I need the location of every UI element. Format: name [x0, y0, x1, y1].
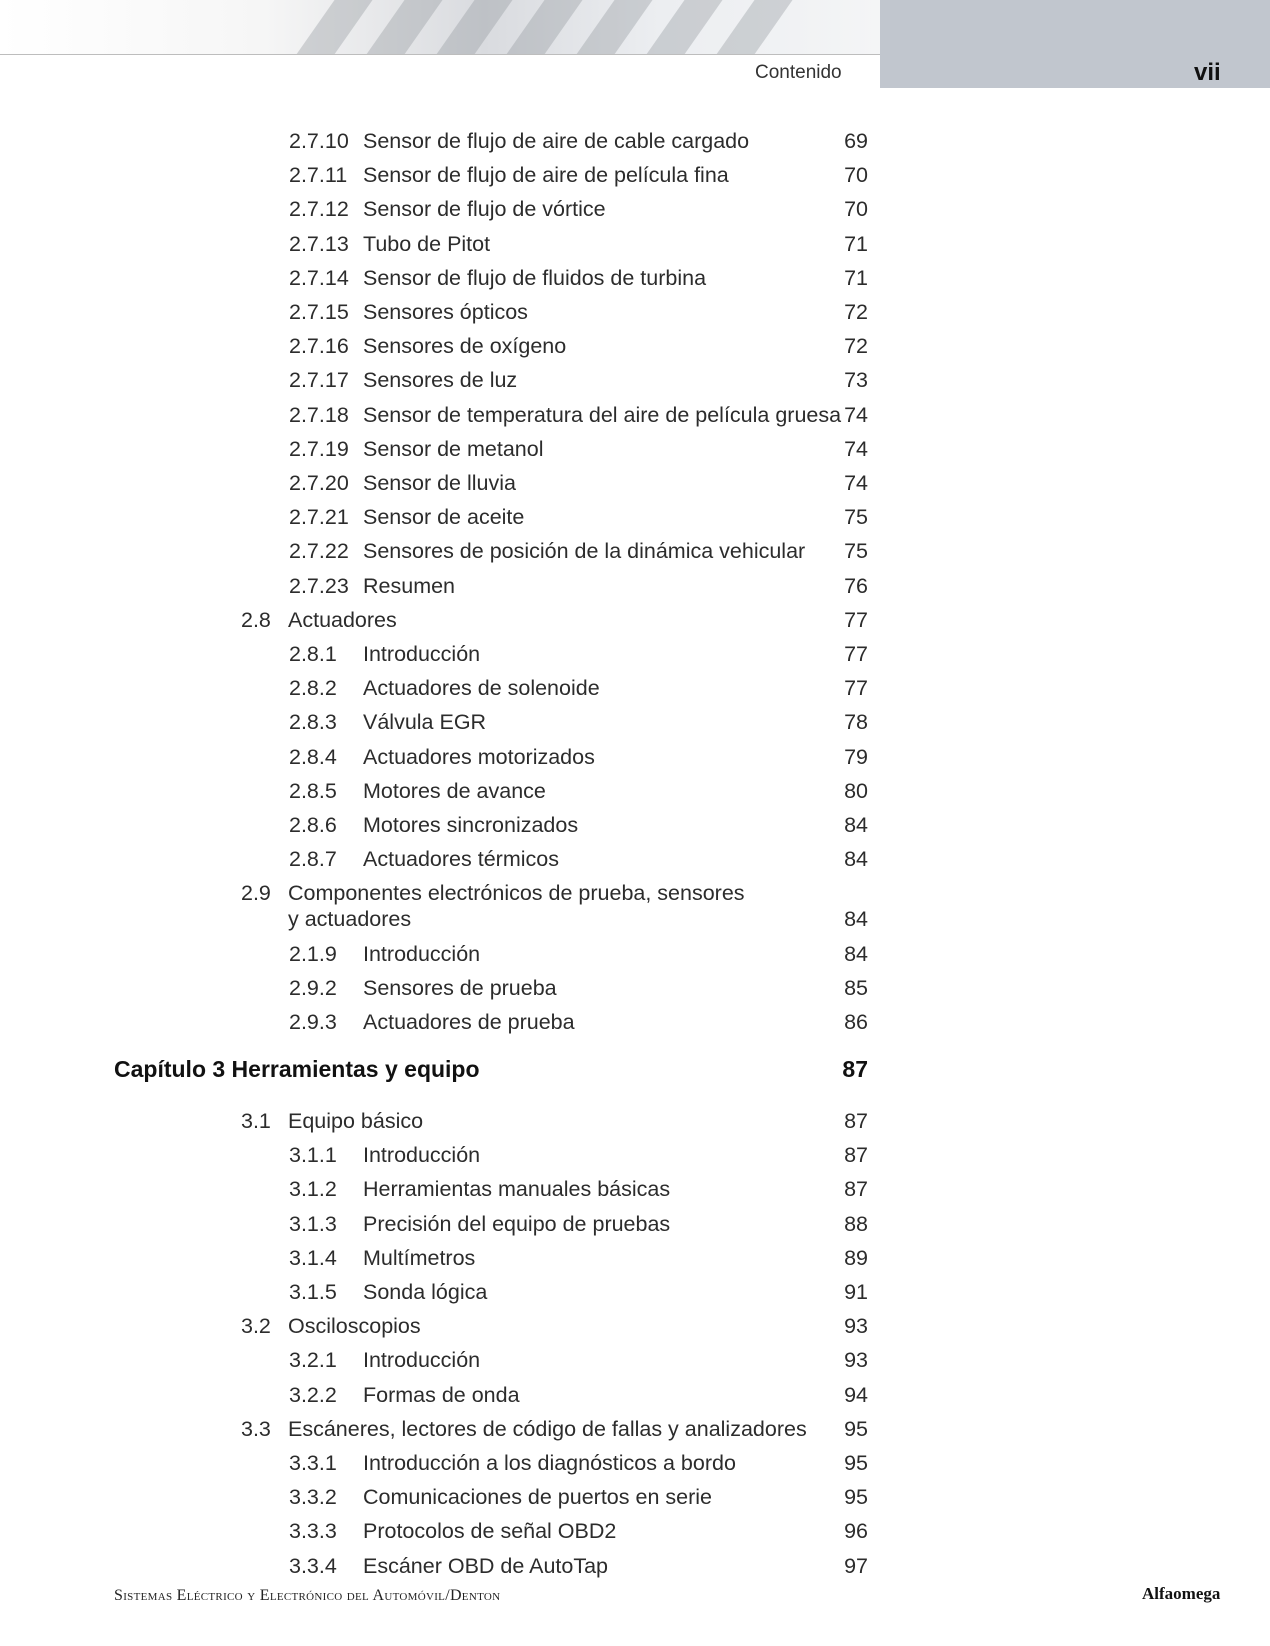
toc-entry-page: 77	[844, 642, 868, 666]
toc-entry-title: Sensor de flujo de aire de cable cargado	[363, 129, 750, 153]
toc-entry-page: 86	[844, 1010, 868, 1034]
toc-entry-number: 2.7.22	[289, 539, 349, 564]
footer-publisher: Alfaomega	[1142, 1584, 1221, 1603]
toc-entry-title: Herramientas manuales básicas	[363, 1177, 671, 1202]
toc-entry-title: Introducción a los diagnósticos a bordo	[363, 1451, 736, 1475]
toc-entry-page: 77	[844, 676, 868, 701]
toc-entry-page: 87	[844, 1143, 868, 1168]
toc-entry-number: 2.7.23	[289, 573, 349, 598]
toc-entry-continuation: y actuadores	[288, 907, 412, 932]
toc-entry-title: Formas de onda	[363, 1382, 520, 1407]
toc-entry-number: 3.2.1	[289, 1348, 337, 1373]
toc-entry-page: 96	[844, 1519, 868, 1544]
toc-entry-number: 2.7.21	[289, 505, 349, 530]
toc-entry-title: Sensores de luz	[363, 368, 518, 393]
toc-entry-title: Multímetros	[363, 1245, 476, 1270]
toc-entry-title: Sensor de flujo de aire de película fina	[363, 163, 729, 188]
toc-entry-number: 3.2	[241, 1314, 271, 1339]
toc-entry-number: 2.8.6	[289, 813, 337, 837]
toc-entry-number: 3.1.2	[289, 1177, 337, 1202]
toc-entry-number: 3.1.4	[289, 1245, 337, 1270]
toc-entry-number: 2.9	[241, 881, 271, 906]
toc-entry-number: 3.3.4	[289, 1553, 337, 1578]
toc-entry-title: Sensores de prueba	[363, 975, 557, 1000]
toc-entry-number: 3.3.1	[289, 1451, 337, 1475]
toc-entry-page: 89	[844, 1245, 868, 1270]
toc-entry-number: 2.8.3	[289, 710, 337, 735]
toc-entry-number: 2.9.3	[289, 1010, 337, 1034]
toc-entry-title: Osciloscopios	[288, 1314, 421, 1339]
toc-entry-page: 76	[844, 573, 868, 598]
toc-entry-page: 84	[844, 813, 868, 837]
toc-entry-title: Actuadores térmicos	[363, 847, 559, 872]
toc-entry-page: 75	[844, 539, 868, 564]
toc-entry-number: 3.1.5	[289, 1280, 337, 1304]
toc-entry-title: Componentes electrónicos de prueba, sensores	[288, 881, 745, 906]
toc-entry-number: 2.7.19	[289, 436, 349, 461]
toc-entry-number: 2.8.7	[289, 847, 337, 872]
toc-entry-page: 97	[844, 1553, 868, 1578]
chapter-page-number: 87	[842, 1056, 868, 1082]
toc-entry-number: 2.8.2	[289, 676, 337, 701]
toc-entry-title: Motores sincronizados	[363, 813, 579, 837]
toc-entry-page: 71	[844, 231, 868, 256]
toc-entry-page: 84	[844, 907, 868, 932]
toc-entry-page: 79	[844, 744, 868, 769]
toc-entry-page: 74	[844, 436, 868, 461]
toc-entry-title: Sensores ópticos	[363, 300, 528, 324]
toc-entry-title: Sensor de temperatura del aire de película gruesa	[363, 402, 842, 427]
toc-entry-number: 2.7.10	[289, 129, 349, 153]
toc-entry-number: 2.8	[241, 607, 271, 632]
toc-entry-page: 84	[844, 847, 868, 872]
toc-entry-page: 95	[844, 1416, 868, 1441]
toc-entry-number: 2.7.15	[289, 300, 349, 324]
toc-entry-title: Introducción	[363, 1143, 481, 1168]
toc-entry-title: Sensor de lluvia	[363, 471, 516, 495]
toc-entry-page: 72	[844, 334, 868, 359]
toc-entry-number: 2.7.16	[289, 334, 349, 359]
toc-entry-title: Equipo básico	[288, 1109, 424, 1133]
toc-entry-page: 70	[844, 163, 868, 188]
running-title: Contenido	[755, 62, 842, 83]
header-decorative-art	[0, 0, 880, 54]
toc-entry-title: Válvula EGR	[363, 710, 487, 735]
page-number: vii	[1194, 59, 1221, 86]
toc-entry-title: Escáner OBD de AutoTap	[363, 1553, 609, 1578]
toc-entry-page: 77	[844, 607, 868, 632]
toc-entry-number: 2.7.11	[289, 163, 348, 188]
toc-entry-number: 2.8.5	[289, 778, 337, 803]
toc-entry-title: Sensor de flujo de fluidos de turbina	[363, 265, 707, 290]
toc-entry-page: 72	[844, 300, 868, 324]
toc-entry-page: 93	[844, 1348, 868, 1373]
toc-entry-number: 3.3	[241, 1416, 271, 1441]
toc-entry-number: 2.8.4	[289, 744, 337, 769]
toc-entry-title: Introducción	[363, 1348, 481, 1373]
toc-entry-title: Tubo de Pitot	[363, 231, 491, 256]
toc-entry-title: Comunicaciones de puertos en serie	[363, 1485, 712, 1510]
toc-entry-number: 2.9.2	[289, 975, 337, 1000]
toc-entry-page: 80	[844, 778, 868, 803]
toc-entry-title: Precisión del equipo de pruebas	[363, 1211, 671, 1236]
toc-entry-title: Sensores de posición de la dinámica vehicular	[363, 539, 806, 564]
toc-entry-number: 3.1.3	[289, 1211, 337, 1236]
toc-entry-number: 2.7.18	[289, 402, 349, 427]
toc-entry-title: Sensores de oxígeno	[363, 334, 567, 359]
toc-entry-title: Actuadores de prueba	[363, 1010, 575, 1034]
toc-entry-page: 91	[844, 1280, 868, 1304]
toc-entry-title: Actuadores de solenoide	[363, 676, 600, 701]
chapter-heading: Capítulo 3 Herramientas y equipo	[114, 1056, 480, 1082]
header-rule	[0, 54, 880, 55]
toc-entry-number: 3.3.3	[289, 1519, 337, 1544]
toc-entry-page: 94	[844, 1382, 868, 1407]
toc-entry-number: 2.7.20	[289, 471, 349, 495]
toc-entry-page: 87	[844, 1109, 868, 1133]
toc-entry-page: 84	[844, 941, 868, 966]
toc-entry-page: 78	[844, 710, 868, 735]
footer-book-title: Sistemas Eléctrico y Electrónico del Automóvil/Denton	[114, 1587, 501, 1604]
toc-entry-title: Resumen	[363, 573, 456, 598]
toc-entry-page: 87	[844, 1177, 868, 1202]
toc-entry-number: 2.1.9	[289, 941, 337, 966]
toc-entry-title: Introducción	[363, 642, 481, 666]
toc-entry-number: 2.7.13	[289, 231, 349, 256]
toc-entry-title: Protocolos de señal OBD2	[363, 1519, 617, 1544]
toc-entry-page: 88	[844, 1211, 868, 1236]
toc-entry-number: 3.3.2	[289, 1485, 337, 1510]
toc-entry-number: 3.1	[241, 1109, 271, 1133]
toc-entry-number: 3.1.1	[289, 1143, 337, 1168]
toc-entry-number: 2.7.12	[289, 197, 349, 222]
toc-entry-page: 74	[844, 471, 868, 495]
toc-entry-title: Actuadores motorizados	[363, 744, 595, 769]
toc-entry-title: Motores de avance	[363, 778, 546, 803]
toc-entry-number: 3.2.2	[289, 1382, 337, 1407]
toc-entry-page: 95	[844, 1451, 868, 1475]
toc-entry-number: 2.8.1	[289, 642, 337, 666]
toc-entry-number: 2.7.14	[289, 265, 349, 290]
toc-entry-page: 74	[844, 402, 868, 427]
toc-entry-page: 71	[844, 265, 868, 290]
toc-entry-title: Escáneres, lectores de código de fallas y analizadores	[288, 1416, 807, 1441]
toc-entry-page: 85	[844, 975, 868, 1000]
toc-entry-title: Sensor de aceite	[363, 505, 525, 530]
toc-entry-title: Introducción	[363, 941, 481, 966]
toc-entry-page: 73	[844, 368, 868, 393]
toc-entry-page: 70	[844, 197, 868, 222]
toc-entry-page: 75	[844, 505, 868, 530]
toc-entry-page: 93	[844, 1314, 868, 1339]
toc-entry-title: Sonda lógica	[363, 1280, 488, 1304]
toc-entry-number: 2.7.17	[289, 368, 349, 393]
toc-entry-title: Sensor de flujo de vórtice	[363, 197, 606, 222]
toc-entry-title: Sensor de metanol	[363, 436, 544, 461]
toc-entry-page: 95	[844, 1485, 868, 1510]
toc-entry-title: Actuadores	[288, 607, 397, 632]
toc-entry-page: 69	[844, 129, 868, 153]
